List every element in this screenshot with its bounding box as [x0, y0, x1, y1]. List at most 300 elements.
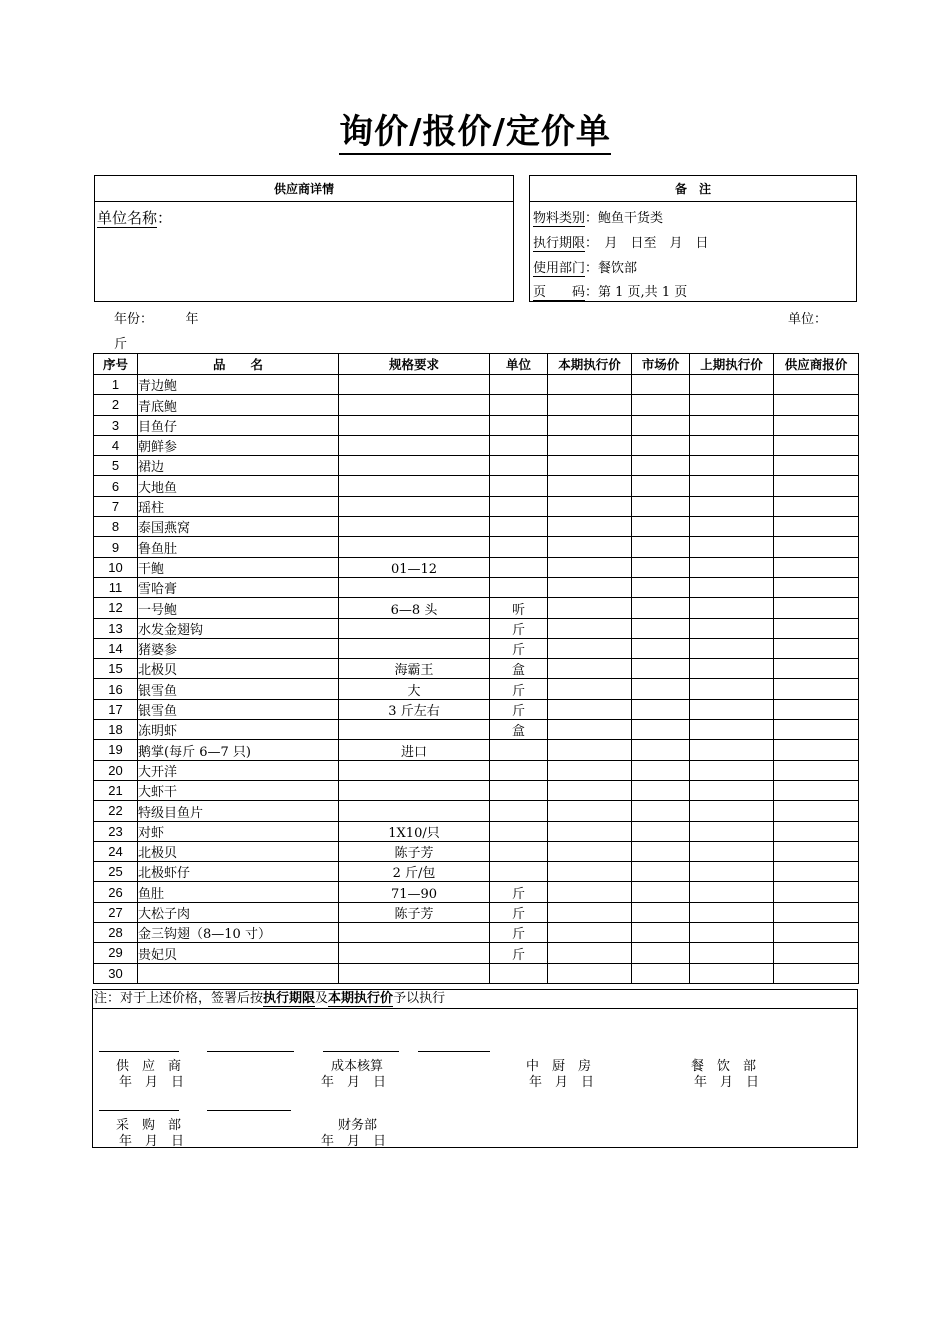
current-price-cell: [548, 557, 632, 577]
item-spec: [339, 537, 490, 557]
table-row: [94, 638, 859, 658]
market-price-cell: [632, 801, 690, 821]
category-row: [533, 207, 663, 226]
row-number: 24: [94, 841, 138, 861]
current-price-cell: [548, 375, 632, 395]
period-label: 执行期限: [533, 236, 586, 251]
item-unit: [490, 557, 548, 577]
market-price-cell: [632, 963, 690, 983]
page-label: 页 码: [533, 285, 586, 300]
table-row: [94, 963, 859, 983]
item-name: 北极虾仔: [138, 862, 339, 882]
row-number: 11: [94, 577, 138, 597]
item-unit: 斤: [490, 618, 548, 638]
item-unit: [490, 862, 548, 882]
item-name: [138, 963, 339, 983]
supplier-quote-cell: [774, 882, 859, 902]
supplier-quote-cell: [774, 395, 859, 415]
supplier-quote-cell: [774, 638, 859, 658]
table-row: [94, 760, 859, 780]
cost-signature-label: 成本核算: [331, 1059, 384, 1074]
market-price-cell: [632, 415, 690, 435]
item-spec: 陈子芳: [339, 841, 490, 861]
previous-price-cell: [690, 375, 774, 395]
previous-price-cell: [690, 395, 774, 415]
row-number: 5: [94, 456, 138, 476]
current-price-cell: [548, 720, 632, 740]
market-price-cell: [632, 740, 690, 760]
item-name: 一号鲍: [138, 598, 339, 618]
fnb-signature-label: 餐 饮 部: [691, 1059, 757, 1074]
current-price-cell: [548, 841, 632, 861]
item-name: 目鱼仔: [138, 415, 339, 435]
current-price-cell: [548, 598, 632, 618]
signature-line: [207, 1051, 294, 1052]
previous-price-cell: [690, 760, 774, 780]
supplier-quote-cell: [774, 963, 859, 983]
previous-price-cell: [690, 537, 774, 557]
market-price-cell: [632, 821, 690, 841]
previous-price-cell: [690, 435, 774, 455]
row-number: 22: [94, 801, 138, 821]
supplier-quote-cell: [774, 699, 859, 719]
item-name: 干鲍: [138, 557, 339, 577]
item-unit: [490, 456, 548, 476]
item-name: 大虾干: [138, 780, 339, 800]
row-number: 2: [94, 395, 138, 415]
row-number: 28: [94, 923, 138, 943]
table-row: [94, 862, 859, 882]
previous-price-cell: [690, 841, 774, 861]
current-price-cell: [548, 679, 632, 699]
table-row: [94, 415, 859, 435]
row-number: 20: [94, 760, 138, 780]
table-row: [94, 882, 859, 902]
signature-line: [323, 1051, 399, 1052]
item-spec: [339, 375, 490, 395]
item-spec: [339, 476, 490, 496]
remarks-box: [529, 175, 857, 302]
market-price-cell: [632, 476, 690, 496]
row-number: 23: [94, 821, 138, 841]
note-period: 执行期限: [263, 991, 316, 1006]
item-unit: [490, 841, 548, 861]
market-price-cell: [632, 598, 690, 618]
item-name: 北极贝: [138, 841, 339, 861]
item-unit: [490, 395, 548, 415]
supplier-quote-cell: [774, 537, 859, 557]
item-spec: [339, 517, 490, 537]
item-unit: 盒: [490, 720, 548, 740]
item-spec: [339, 435, 490, 455]
item-spec: [339, 943, 490, 963]
row-number: 7: [94, 496, 138, 516]
execution-note: [93, 990, 857, 1009]
item-name: 大开洋: [138, 760, 339, 780]
row-number: 14: [94, 638, 138, 658]
row-number: 19: [94, 740, 138, 760]
col-header-no: 序号: [94, 354, 138, 375]
col-header-current-price: 本期执行价: [548, 354, 632, 375]
unit-name-label: 单位名称: [97, 209, 158, 227]
item-name: 瑶柱: [138, 496, 339, 516]
row-number: 25: [94, 862, 138, 882]
unit-name-field: [97, 207, 172, 228]
previous-price-cell: [690, 577, 774, 597]
signature-line: [207, 1110, 291, 1111]
note-prefix: 注：对于上述价格，签署后按: [94, 991, 264, 1006]
supplier-quote-cell: [774, 740, 859, 760]
previous-price-cell: [690, 415, 774, 435]
table-row: [94, 801, 859, 821]
current-price-cell: [548, 659, 632, 679]
table-row: [94, 598, 859, 618]
previous-price-cell: [690, 699, 774, 719]
col-header-unit: 单位: [490, 354, 548, 375]
item-spec: 陈子芳: [339, 902, 490, 922]
period-row: [533, 232, 709, 251]
market-price-cell: [632, 375, 690, 395]
finance-signature-label: 财务部: [338, 1118, 378, 1133]
table-row: [94, 740, 859, 760]
current-price-cell: [548, 577, 632, 597]
item-unit: 斤: [490, 902, 548, 922]
market-price-cell: [632, 557, 690, 577]
current-price-cell: [548, 923, 632, 943]
previous-price-cell: [690, 679, 774, 699]
supplier-quote-cell: [774, 577, 859, 597]
item-name: 对虾: [138, 821, 339, 841]
market-price-cell: [632, 456, 690, 476]
col-header-market-price: 市场价: [632, 354, 690, 375]
unit-field: 单位：: [788, 312, 828, 327]
table-header-row: [94, 354, 859, 375]
item-unit: [490, 476, 548, 496]
market-price-cell: [632, 923, 690, 943]
item-spec: 进口: [339, 740, 490, 760]
item-spec: 01—12: [339, 557, 490, 577]
row-number: 12: [94, 598, 138, 618]
item-spec: [339, 395, 490, 415]
current-price-cell: [548, 435, 632, 455]
market-price-cell: [632, 618, 690, 638]
table-row: [94, 435, 859, 455]
unit-field-value: 斤: [114, 337, 128, 352]
row-number: 9: [94, 537, 138, 557]
previous-price-cell: [690, 963, 774, 983]
row-number: 3: [94, 415, 138, 435]
item-name: 北极贝: [138, 659, 339, 679]
market-price-cell: [632, 943, 690, 963]
item-unit: 斤: [490, 943, 548, 963]
item-spec: [339, 618, 490, 638]
item-spec: [339, 456, 490, 476]
item-unit: 斤: [490, 923, 548, 943]
item-spec: 1X10/只: [339, 821, 490, 841]
previous-price-cell: [690, 821, 774, 841]
current-price-cell: [548, 760, 632, 780]
item-spec: 3 斤左右: [339, 699, 490, 719]
market-price-cell: [632, 395, 690, 415]
current-price-cell: [548, 882, 632, 902]
previous-price-cell: [690, 456, 774, 476]
table-row: [94, 395, 859, 415]
current-price-cell: [548, 618, 632, 638]
current-price-cell: [548, 395, 632, 415]
row-number: 17: [94, 699, 138, 719]
item-name: 青边鲍: [138, 375, 339, 395]
supplier-signature-label: 供 应 商: [116, 1059, 182, 1074]
item-unit: [490, 801, 548, 821]
previous-price-cell: [690, 638, 774, 658]
current-price-cell: [548, 801, 632, 821]
item-name: 银雪鱼: [138, 679, 339, 699]
item-name: 特级目鱼片: [138, 801, 339, 821]
note-current-price: 本期执行价: [328, 991, 394, 1006]
item-name: 裙边: [138, 456, 339, 476]
item-unit: [490, 496, 548, 516]
item-name: 雪哈膏: [138, 577, 339, 597]
market-price-cell: [632, 659, 690, 679]
item-spec: [339, 760, 490, 780]
item-spec: [339, 638, 490, 658]
supplier-quote-cell: [774, 456, 859, 476]
item-unit: [490, 780, 548, 800]
market-price-cell: [632, 517, 690, 537]
item-name: 猪婆参: [138, 638, 339, 658]
market-price-cell: [632, 537, 690, 557]
item-spec: [339, 963, 490, 983]
item-unit: 盒: [490, 659, 548, 679]
supplier-quote-cell: [774, 862, 859, 882]
row-number: 18: [94, 720, 138, 740]
item-spec: [339, 720, 490, 740]
supplier-quote-cell: [774, 943, 859, 963]
supplier-quote-cell: [774, 415, 859, 435]
row-number: 16: [94, 679, 138, 699]
item-name: 鹅掌(每斤 6—7 只): [138, 740, 339, 760]
current-price-cell: [548, 638, 632, 658]
item-unit: 斤: [490, 882, 548, 902]
supplier-quote-cell: [774, 902, 859, 922]
item-unit: [490, 963, 548, 983]
table-row: [94, 537, 859, 557]
current-price-cell: [548, 476, 632, 496]
row-number: 21: [94, 780, 138, 800]
purchasing-signature-date: 年 月 日: [119, 1134, 185, 1149]
row-number: 26: [94, 882, 138, 902]
signature-line: [99, 1051, 179, 1052]
row-number: 27: [94, 902, 138, 922]
market-price-cell: [632, 699, 690, 719]
supplier-quote-cell: [774, 801, 859, 821]
item-unit: [490, 375, 548, 395]
dept-row: [533, 257, 637, 276]
item-spec: [339, 801, 490, 821]
col-header-previous-price: 上期执行价: [690, 354, 774, 375]
market-price-cell: [632, 902, 690, 922]
current-price-cell: [548, 943, 632, 963]
current-price-cell: [548, 963, 632, 983]
market-price-cell: [632, 577, 690, 597]
market-price-cell: [632, 720, 690, 740]
table-row: [94, 923, 859, 943]
table-row: [94, 618, 859, 638]
item-spec: 71—90: [339, 882, 490, 902]
supplier-quote-cell: [774, 821, 859, 841]
row-number: 13: [94, 618, 138, 638]
table-row: [94, 780, 859, 800]
supplier-quote-cell: [774, 659, 859, 679]
remarks-header: 备 注: [530, 176, 856, 202]
signature-line: [418, 1051, 490, 1052]
item-name: 水发金翅钩: [138, 618, 339, 638]
table-row: [94, 720, 859, 740]
dept-label: 使用部门: [533, 261, 586, 276]
market-price-cell: [632, 679, 690, 699]
item-unit: [490, 760, 548, 780]
purchasing-signature-label: 采 购 部: [116, 1118, 182, 1133]
market-price-cell: [632, 780, 690, 800]
item-unit: 斤: [490, 679, 548, 699]
previous-price-cell: [690, 720, 774, 740]
item-name: 鱼肚: [138, 882, 339, 902]
item-name: 大松子肉: [138, 902, 339, 922]
previous-price-cell: [690, 598, 774, 618]
item-unit: 听: [490, 598, 548, 618]
previous-price-cell: [690, 476, 774, 496]
current-price-cell: [548, 537, 632, 557]
table-row: [94, 821, 859, 841]
row-number: 15: [94, 659, 138, 679]
item-unit: [490, 415, 548, 435]
note-suffix: 予以执行: [393, 991, 446, 1006]
table-row: [94, 577, 859, 597]
price-table: [93, 353, 859, 984]
fnb-signature-date: 年 月 日: [694, 1075, 760, 1090]
supplier-signature-date: 年 月 日: [119, 1075, 185, 1090]
supplier-quote-cell: [774, 923, 859, 943]
col-header-spec: 规格要求: [339, 354, 490, 375]
supplier-quote-cell: [774, 496, 859, 516]
kitchen-signature-label: 中 厨 房: [526, 1059, 592, 1074]
table-row: [94, 679, 859, 699]
current-price-cell: [548, 415, 632, 435]
supplier-quote-cell: [774, 780, 859, 800]
item-name: 泰国燕窝: [138, 517, 339, 537]
current-price-cell: [548, 699, 632, 719]
market-price-cell: [632, 882, 690, 902]
row-number: 1: [94, 375, 138, 395]
item-spec: 大: [339, 679, 490, 699]
col-header-name: 品 名: [138, 354, 339, 375]
col-header-supplier-quote: 供应商报价: [774, 354, 859, 375]
current-price-cell: [548, 902, 632, 922]
signature-line: [99, 1110, 179, 1111]
item-unit: [490, 517, 548, 537]
table-row: [94, 943, 859, 963]
item-name: 银雪鱼: [138, 699, 339, 719]
supplier-quote-cell: [774, 557, 859, 577]
row-number: 29: [94, 943, 138, 963]
item-unit: [490, 740, 548, 760]
previous-price-cell: [690, 943, 774, 963]
row-number: 6: [94, 476, 138, 496]
table-row: [94, 375, 859, 395]
page-value: ：第 1 页,共 1 页: [585, 285, 688, 300]
market-price-cell: [632, 496, 690, 516]
kitchen-signature-date: 年 月 日: [529, 1075, 595, 1090]
item-spec: [339, 923, 490, 943]
item-name: 冻明虾: [138, 720, 339, 740]
previous-price-cell: [690, 517, 774, 537]
note-mid: 及: [315, 991, 329, 1006]
cost-signature-date: 年 月 日: [321, 1075, 387, 1090]
table-row: [94, 699, 859, 719]
market-price-cell: [632, 638, 690, 658]
current-price-cell: [548, 780, 632, 800]
previous-price-cell: [690, 780, 774, 800]
market-price-cell: [632, 435, 690, 455]
market-price-cell: [632, 760, 690, 780]
item-spec: [339, 780, 490, 800]
item-unit: [490, 435, 548, 455]
page-row: [533, 281, 687, 300]
supplier-details-header: 供应商详情: [95, 176, 513, 202]
current-price-cell: [548, 517, 632, 537]
item-spec: [339, 415, 490, 435]
previous-price-cell: [690, 862, 774, 882]
item-unit: 斤: [490, 638, 548, 658]
previous-price-cell: [690, 882, 774, 902]
row-number: 4: [94, 435, 138, 455]
previous-price-cell: [690, 740, 774, 760]
supplier-quote-cell: [774, 435, 859, 455]
table-row: [94, 517, 859, 537]
market-price-cell: [632, 841, 690, 861]
item-spec: [339, 496, 490, 516]
previous-price-cell: [690, 659, 774, 679]
item-unit: [490, 821, 548, 841]
table-row: [94, 557, 859, 577]
item-unit: [490, 577, 548, 597]
item-spec: 海霸王: [339, 659, 490, 679]
previous-price-cell: [690, 557, 774, 577]
supplier-details-box: [94, 175, 514, 302]
item-name: 朝鲜参: [138, 435, 339, 455]
category-value: ：鲍鱼干货类: [585, 211, 664, 226]
supplier-quote-cell: [774, 375, 859, 395]
supplier-quote-cell: [774, 841, 859, 861]
table-row: [94, 902, 859, 922]
supplier-quote-cell: [774, 476, 859, 496]
page-title: 询价/报价/定价单: [0, 104, 950, 153]
period-value: ： 月 日至 月 日: [585, 236, 709, 251]
current-price-cell: [548, 456, 632, 476]
item-name: 鲁鱼肚: [138, 537, 339, 557]
table-row: [94, 496, 859, 516]
item-unit: [490, 537, 548, 557]
previous-price-cell: [690, 618, 774, 638]
item-name: 青底鲍: [138, 395, 339, 415]
table-row: [94, 476, 859, 496]
supplier-quote-cell: [774, 760, 859, 780]
finance-signature-date: 年 月 日: [321, 1134, 387, 1149]
item-spec: 2 斤/包: [339, 862, 490, 882]
previous-price-cell: [690, 923, 774, 943]
table-row: [94, 456, 859, 476]
row-number: 8: [94, 517, 138, 537]
